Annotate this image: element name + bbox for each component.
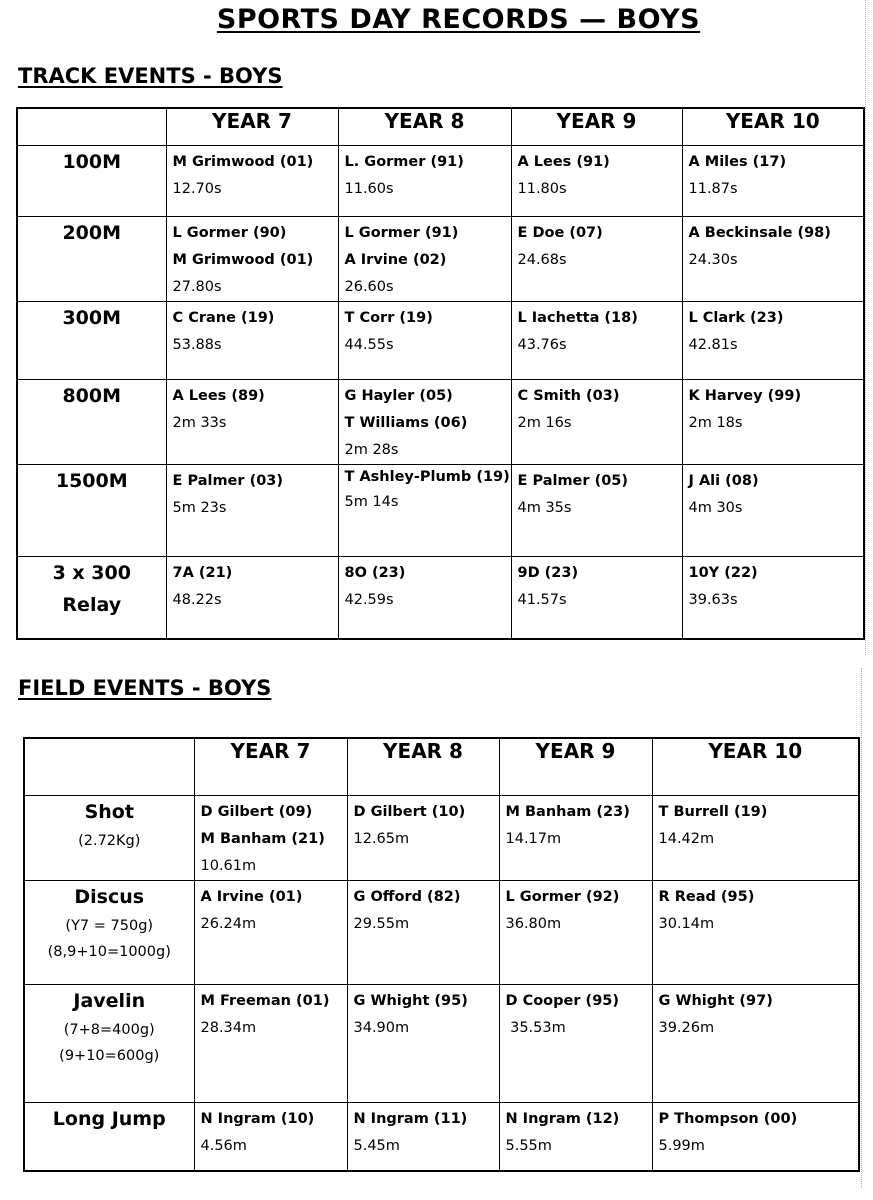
record-mark: 4m 30s [688, 500, 743, 516]
record-holder: N Ingram (11) [353, 1111, 468, 1127]
event-note: (8,9+10=1000g) [47, 944, 171, 960]
record-cell [682, 217, 864, 302]
table-row [24, 796, 859, 881]
record-holder: G Offord (82) [353, 889, 461, 905]
record-mark: 42.59s [344, 592, 394, 608]
record-holder: N Ingram (12) [505, 1111, 620, 1127]
record-cell [499, 1103, 652, 1171]
page-guide-line [865, 0, 866, 655]
table-header-row [17, 108, 864, 146]
record-holder: K Harvey (99) [688, 388, 802, 404]
record-mark: 4m 35s [517, 500, 572, 516]
record-cell [338, 302, 511, 380]
record-holder: L. Gormer (91) [344, 154, 464, 170]
event-name: 800M [62, 385, 122, 407]
record-holder: M Banham (23) [505, 804, 630, 820]
record-holder: G Hayler (05) [344, 388, 453, 404]
event-label-cell [17, 217, 166, 302]
record-cell [347, 881, 499, 985]
year-header: YEAR 10 [682, 108, 864, 146]
record-mark: 44.55s [344, 337, 394, 353]
table-row [17, 557, 864, 639]
record-holder: T Williams (06) [344, 415, 468, 431]
field-records-table [23, 737, 860, 1172]
event-label-cell [17, 302, 166, 380]
record-mark: 5.45m [353, 1138, 400, 1154]
record-mark: 26.60s [344, 279, 394, 295]
record-cell [194, 985, 347, 1103]
record-holder: M Freeman (01) [200, 993, 330, 1009]
record-mark: 34.90m [353, 1020, 410, 1036]
record-mark: 14.42m [658, 831, 715, 847]
event-label-cell [17, 380, 166, 465]
record-mark: 39.63s [688, 592, 738, 608]
record-holder: M Grimwood (01) [172, 252, 314, 268]
year-header: YEAR 10 [652, 738, 859, 796]
record-mark: 5.55m [505, 1138, 552, 1154]
record-cell [166, 557, 338, 639]
record-holder: E Palmer (05) [517, 473, 629, 489]
record-holder: L Gormer (92) [505, 889, 620, 905]
event-name: Shot [84, 801, 134, 823]
record-holder: T Corr (19) [344, 310, 433, 326]
record-mark: 5m 23s [172, 500, 227, 516]
record-cell [511, 217, 682, 302]
track-events-heading: TRACK EVENTS - BOYS [18, 64, 283, 88]
record-cell [347, 796, 499, 881]
record-holder: L Clark (23) [688, 310, 784, 326]
record-holder: G Whight (97) [658, 993, 773, 1009]
record-cell [682, 380, 864, 465]
record-mark: 42.81s [688, 337, 738, 353]
record-holder: N Ingram (10) [200, 1111, 315, 1127]
event-note: (2.72Kg) [78, 833, 141, 849]
record-mark: 26.24m [200, 916, 257, 932]
record-mark: 12.70s [172, 181, 222, 197]
record-cell [499, 796, 652, 881]
corner-cell [24, 738, 194, 796]
record-cell [166, 302, 338, 380]
record-mark: 11.60s [344, 181, 394, 197]
event-label-cell [24, 1103, 194, 1171]
record-holder: C Crane (19) [172, 310, 275, 326]
record-holder: M Grimwood (01) [172, 154, 314, 170]
record-cell [652, 796, 859, 881]
record-holder: T Burrell (19) [658, 804, 768, 820]
record-mark: 35.53m [505, 1020, 566, 1036]
record-cell [338, 557, 511, 639]
record-holder: J Ali (08) [688, 473, 759, 489]
record-cell [511, 465, 682, 557]
event-name: 200M [62, 222, 122, 244]
record-mark: 36.80m [505, 916, 562, 932]
record-holder: A Miles (17) [688, 154, 787, 170]
record-cell [194, 1103, 347, 1171]
table-row [24, 1103, 859, 1171]
record-mark: 5.99m [658, 1138, 705, 1154]
event-name: 1500M [55, 470, 128, 492]
record-mark: 2m 33s [172, 415, 227, 431]
record-mark: 12.65m [353, 831, 410, 847]
record-holder: A Lees (89) [172, 388, 265, 404]
record-cell [194, 881, 347, 985]
record-holder: 10Y (22) [688, 565, 758, 581]
event-note: (7+8=400g) [63, 1022, 155, 1038]
record-mark: 11.80s [517, 181, 567, 197]
corner-cell [17, 108, 166, 146]
table-row [17, 465, 864, 557]
record-holder: C Smith (03) [517, 388, 620, 404]
table-row [17, 380, 864, 465]
event-name: Javelin [73, 990, 146, 1012]
record-cell [338, 380, 511, 465]
year-header: YEAR 8 [338, 108, 511, 146]
record-cell [347, 985, 499, 1103]
event-name: 300M [62, 307, 122, 329]
record-cell [682, 465, 864, 557]
record-cell [166, 465, 338, 557]
record-mark: 29.55m [353, 916, 410, 932]
page-title: SPORTS DAY RECORDS — BOYS [216, 4, 701, 35]
record-cell [194, 796, 347, 881]
record-holder: A Irvine (01) [200, 889, 303, 905]
record-mark: 39.26m [658, 1020, 715, 1036]
record-cell [166, 380, 338, 465]
record-cell [682, 146, 864, 217]
table-row [17, 217, 864, 302]
event-note: (9+10=600g) [59, 1048, 160, 1064]
record-holder: 8O (23) [344, 565, 406, 581]
record-mark: 28.34m [200, 1020, 257, 1036]
event-name: Discus [74, 886, 145, 908]
record-mark: 2m 28s [344, 442, 399, 458]
event-label-cell [17, 146, 166, 217]
record-cell [499, 985, 652, 1103]
record-mark: 24.68s [517, 252, 567, 268]
record-cell [652, 1103, 859, 1171]
record-holder: 9D (23) [517, 565, 579, 581]
record-holder: L Gormer (91) [344, 225, 459, 241]
record-mark: 41.57s [517, 592, 567, 608]
record-holder: R Read (95) [658, 889, 755, 905]
table-row [24, 985, 859, 1103]
record-mark: 5m 14s [344, 494, 399, 510]
record-mark: 30.14m [658, 916, 715, 932]
event-label-cell [24, 985, 194, 1103]
year-header: YEAR 7 [194, 738, 347, 796]
event-label-cell [17, 557, 166, 639]
event-name-line2: Relay [62, 594, 122, 616]
record-cell [166, 217, 338, 302]
record-holder: D Gilbert (09) [200, 804, 313, 820]
record-cell [338, 217, 511, 302]
event-label-cell [24, 796, 194, 881]
record-holder: M Banham (21) [200, 831, 325, 847]
record-holder: L Iachetta (18) [517, 310, 638, 326]
record-cell [652, 985, 859, 1103]
table-row [17, 302, 864, 380]
event-name: 100M [62, 151, 122, 173]
event-name: Long Jump [52, 1108, 166, 1130]
record-cell [338, 465, 511, 557]
record-cell [511, 557, 682, 639]
record-cell [511, 380, 682, 465]
record-holder: T Ashley-Plumb (19) [344, 469, 510, 485]
record-cell [652, 881, 859, 985]
year-header: YEAR 9 [499, 738, 652, 796]
record-holder: 7A (21) [172, 565, 233, 581]
record-mark: 4.56m [200, 1138, 247, 1154]
track-records-table [16, 107, 865, 640]
field-events-heading: FIELD EVENTS - BOYS [18, 676, 272, 700]
record-mark: 43.76s [517, 337, 567, 353]
record-holder: D Cooper (95) [505, 993, 619, 1009]
year-header: YEAR 9 [511, 108, 682, 146]
event-name: 3 x 300 [52, 562, 131, 584]
record-cell [511, 302, 682, 380]
event-label-cell [24, 881, 194, 985]
record-mark: 53.88s [172, 337, 222, 353]
record-cell [511, 146, 682, 217]
year-header: YEAR 8 [347, 738, 499, 796]
record-mark: 48.22s [172, 592, 222, 608]
record-cell [499, 881, 652, 985]
record-mark: 14.17m [505, 831, 562, 847]
record-holder: D Gilbert (10) [353, 804, 466, 820]
table-header-row [24, 738, 859, 796]
record-cell [682, 302, 864, 380]
record-holder: E Palmer (03) [172, 473, 284, 489]
record-mark: 2m 16s [517, 415, 572, 431]
record-holder: P Thompson (00) [658, 1111, 798, 1127]
year-header: YEAR 7 [166, 108, 338, 146]
page-guide-line [861, 668, 862, 1188]
table-row [24, 881, 859, 985]
event-note: (Y7 = 750g) [65, 918, 154, 934]
event-label-cell [17, 465, 166, 557]
record-cell [347, 1103, 499, 1171]
record-holder: G Whight (95) [353, 993, 468, 1009]
record-mark: 2m 18s [688, 415, 743, 431]
record-cell [682, 557, 864, 639]
record-cell [166, 146, 338, 217]
record-cell [338, 146, 511, 217]
record-holder: A Beckinsale (98) [688, 225, 831, 241]
record-holder: A Lees (91) [517, 154, 610, 170]
record-mark: 24.30s [688, 252, 738, 268]
record-mark: 11.87s [688, 181, 738, 197]
record-holder: E Doe (07) [517, 225, 603, 241]
table-row [17, 146, 864, 217]
record-holder: L Gormer (90) [172, 225, 287, 241]
record-mark: 10.61m [200, 858, 257, 874]
record-holder: A Irvine (02) [344, 252, 447, 268]
record-mark: 27.80s [172, 279, 222, 295]
